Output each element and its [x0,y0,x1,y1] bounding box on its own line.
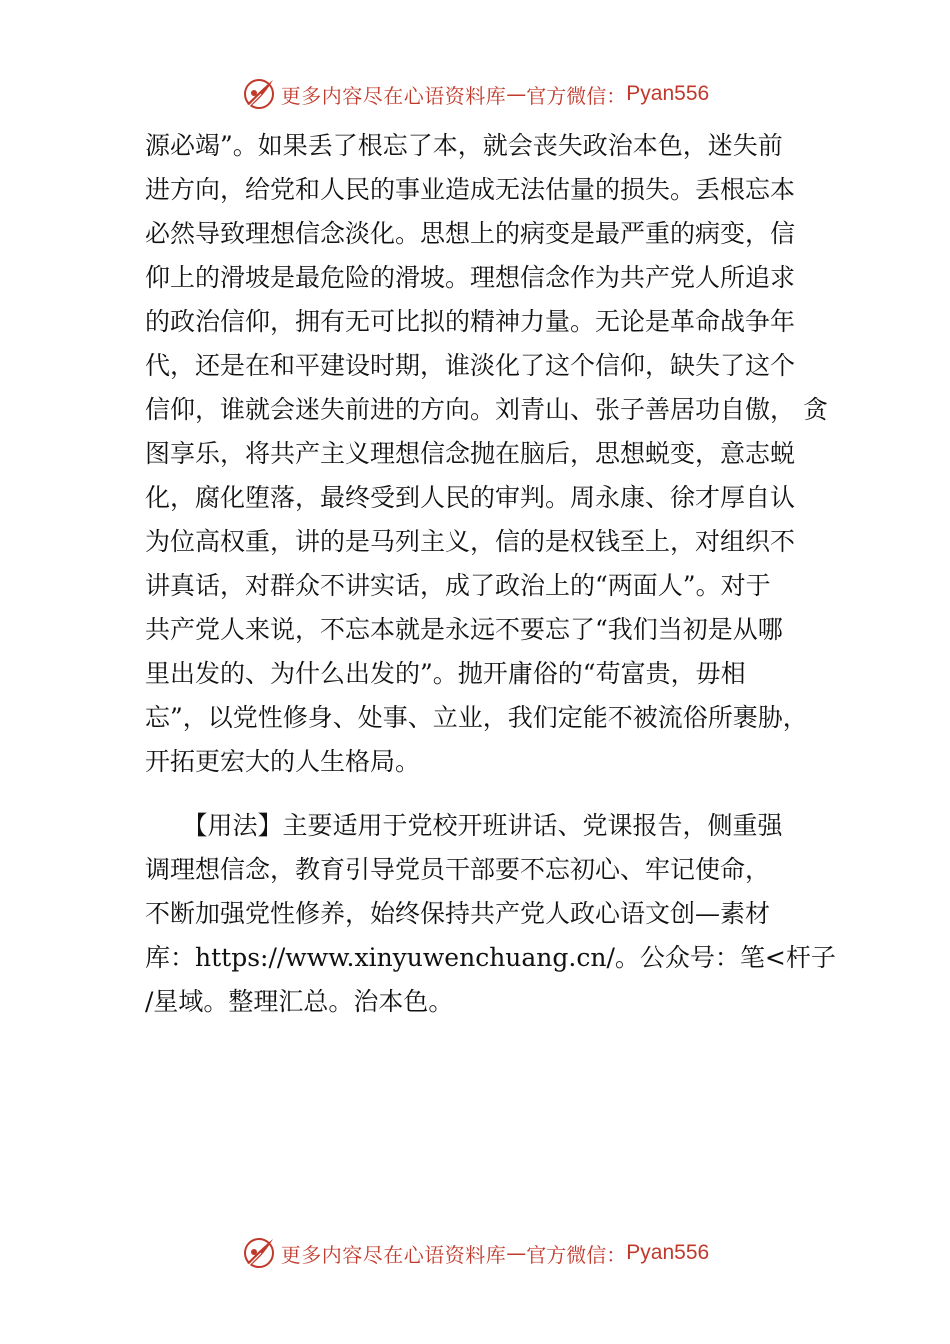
text-line: 源必竭”。如果丢了根忘了本，就会丧失政治本色，迷失前 [145,131,783,160]
text-line: 库：https://www.xinyuwenchuang.cn/。公众号：笔<杆子 [145,943,836,972]
text-line: 信仰，谁就会迷失前进的方向。刘青山、张子善居功自傲， 贪 [145,395,828,424]
banner-text: 更多内容尽在心语资料库 [280,1242,507,1267]
text-line: 化，腐化堕落，最终受到人民的审判。周永康、徐才厚自认 [145,483,796,512]
text-line: 开拓更宏大的人生格局。 [145,747,421,776]
text-line: 进方向，给党和人民的事业造成无法估量的损失。丢根忘本 [145,175,796,204]
text-line: 讲真话，对群众不讲实话，成了政治上的“两面人”。对于 [145,571,771,600]
wechat-label: 官方微信： [526,1242,627,1267]
text-line: /星域。整理汇总。治本色。 [145,987,454,1016]
wechat-id: Pyan556 [626,82,710,105]
quill-pen-logo-icon [241,1235,277,1271]
text-line: 的政治信仰，拥有无可比拟的精神力量。无论是革命战争年 [145,307,796,336]
banner-text: 更多内容尽在心语资料库 [280,83,507,108]
paragraph-2-usage [145,804,836,1024]
document-body [145,124,836,1024]
text-line: 里出发的、为什么出发的”。抛开庸俗的“苟富贵，毋相 [145,659,746,688]
text-line: 共产党人来说，不忘本就是永远不要忘了“我们当初是从哪 [145,615,783,644]
text-line: 为位高权重，讲的是马列主义，信的是权钱至上，对组织不 [145,527,796,556]
text-line: 必然导致理想信念淡化。思想上的病变是最严重的病变，信 [145,219,796,248]
banner-separator: — [506,1241,527,1265]
footer-banner [0,1231,950,1275]
banner-separator: — [506,82,527,106]
paragraph-1 [145,124,828,784]
wechat-id: Pyan556 [626,1241,710,1264]
text-line: 调理想信念，教育引导党员干部要不忘初心、牢记使命， [145,855,771,884]
header-banner [0,72,950,116]
text-line: 不断加强党性修养，始终保持共产党人政心语文创—素材 [145,899,771,928]
quill-pen-logo-icon [241,76,277,112]
text-line: 【用法】主要适用于党校开班讲话、党课报告，侧重强 [145,811,783,840]
text-line: 仰上的滑坡是最危险的滑坡。理想信念作为共产党人所追求 [145,263,796,292]
text-line: 图享乐，将共产主义理想信念抛在脑后，思想蜕变，意志蜕 [145,439,796,468]
wechat-label: 官方微信： [526,83,627,108]
text-line: 代，还是在和平建设时期，谁淡化了这个信仰，缺失了这个 [145,351,796,380]
text-line: 忘”，以党性修身、处事、立业，我们定能不被流俗所裹胁， [145,703,808,732]
